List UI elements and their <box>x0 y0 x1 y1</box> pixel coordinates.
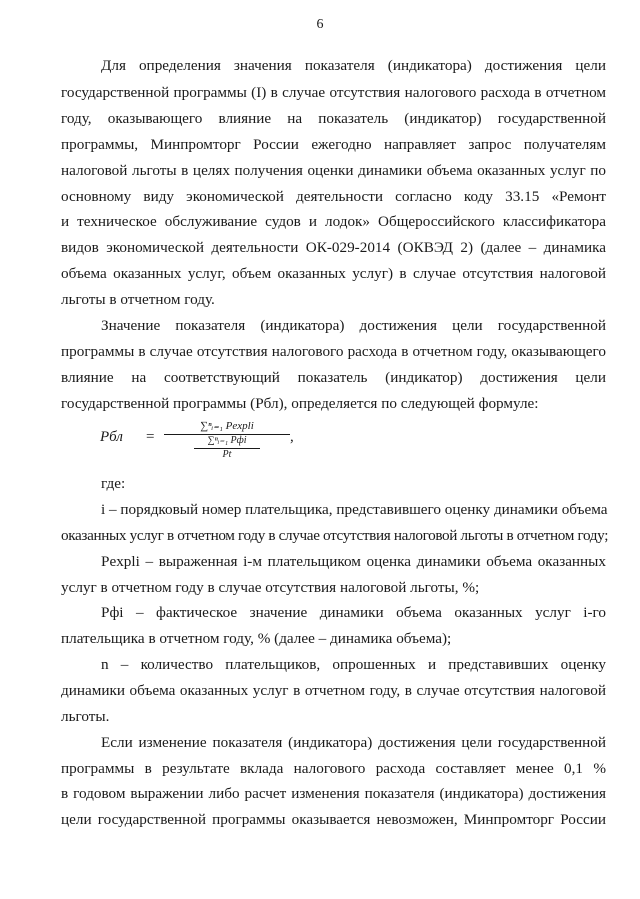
paragraph-3-line: цели государственной программы оказывается невозможен, Минпромторг России <box>61 811 606 828</box>
definition-line: Pexpli – выраженная i-м плательщиком оценка динамики объема оказанных <box>101 553 606 570</box>
definition-line: n – количество плательщиков, опрошенных и представивших оценку <box>101 656 606 673</box>
definition-line: льготы. <box>61 708 110 725</box>
page-number: 6 <box>316 17 324 32</box>
paragraph-1-line: налоговой льготы в целях получения оценки динамики объема оказанных услуг по <box>61 162 606 179</box>
definition-line: i – порядковый номер плательщика, представившего оценку динамики объема <box>101 501 608 518</box>
paragraph-1-line: объема оказанных услуг, объем оказанных услуг) в случае отсутствия налоговой <box>61 265 606 282</box>
formula-inner-denominator: Pt <box>222 449 232 460</box>
definition-line: Pфi – фактическое значение динамики объема оказанных услуг i-го <box>101 604 606 621</box>
formula-numerator: ∑ⁿᵢ₌₁ Pexpli <box>200 420 254 432</box>
paragraph-1-line: льготы в отчетном году. <box>61 291 215 308</box>
definition-line: оказанных услуг в отчетном году в случае отсутствия налоговой льготы в отчетном году; <box>61 527 609 544</box>
paragraph-3-line: Если изменение показателя (индикатора) достижения цели государственной <box>101 734 606 751</box>
paragraph-1-line: и техническое обслуживание судов и лодок» Общероссийского классификатора <box>61 213 606 230</box>
paragraph-2-line: Значение показателя (индикатора) достижения цели государственной <box>101 317 606 334</box>
paragraph-2-line: программы в случае отсутствия налогового расхода в отчетном году, оказывающего <box>61 343 606 360</box>
definition-line: плательщика в отчетном году, % (далее – динамика объема); <box>61 630 452 647</box>
formula-comma: , <box>290 429 294 445</box>
paragraph-1-line: Для определения значения показателя (индикатора) достижения цели <box>101 57 606 74</box>
paragraph-2-line: государственной программы (Pбл), определяется по следующей формуле: <box>61 395 539 412</box>
paragraph-3-line: программы в результате вклада налогового расхода составляет менее 0,1 % <box>61 760 606 777</box>
where-label: где: <box>101 475 126 492</box>
definition-line: услуг в отчетном году в случае отсутствия налоговой льготы, %; <box>61 579 480 596</box>
formula-equals: = <box>146 429 155 445</box>
paragraph-1-line: государственной программы (I) в случае отсутствия налогового расхода в отчетном <box>61 84 606 101</box>
paragraph-1-line: году, оказывающего влияние на показатель (индикатор) государственной <box>61 110 606 127</box>
paragraph-1-line: видов экономической деятельности ОК-029-2014 (ОКВЭД 2) (далее – динамика <box>61 239 606 256</box>
paragraph-1-line: основному виду экономической деятельности согласно коду 33.15 «Ремонт <box>61 188 606 205</box>
formula-inner-numerator: ∑ⁿᵢ₌₁ Pфi <box>207 435 247 446</box>
formula-lhs: Pбл <box>100 429 123 445</box>
definition-line: динамики объема оказанных услуг в отчетном году, в случае отсутствия налоговой <box>61 682 606 699</box>
paragraph-3-line: в годовом выражении либо расчет изменения показателя (индикатора) достижения <box>61 785 606 802</box>
paragraph-1-line: программы, Минпромторг России ежегодно направляет запрос получателям <box>61 136 606 153</box>
paragraph-2-line: влияние на соответствующий показатель (индикатор) достижения цели <box>61 369 606 386</box>
